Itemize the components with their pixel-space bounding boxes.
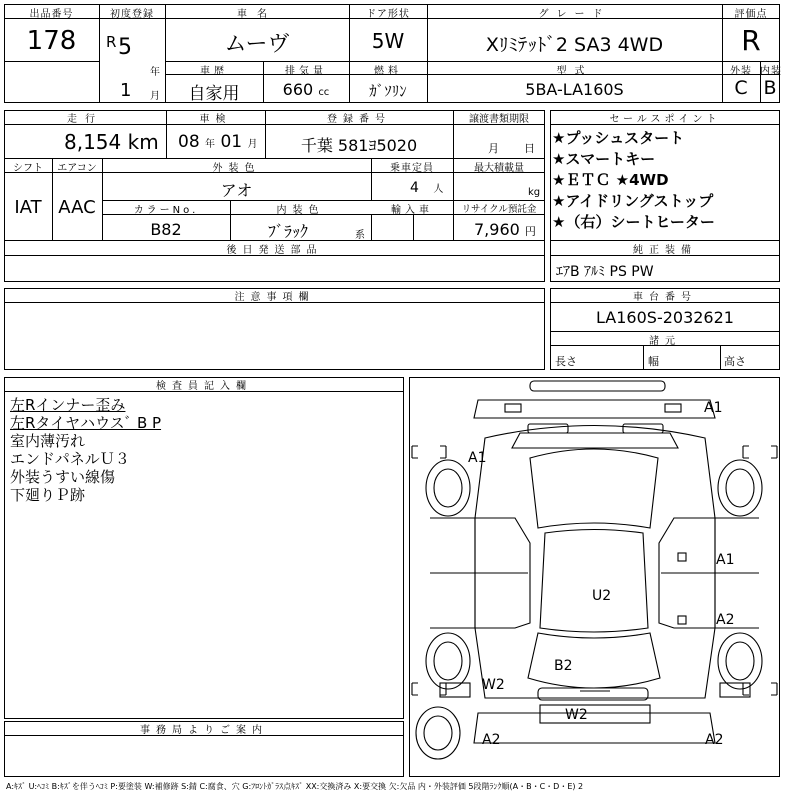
specs-label: 諸元 xyxy=(649,336,681,347)
damage-mark: A1 xyxy=(468,450,487,466)
color: アオ xyxy=(220,181,253,200)
office-label: 事務局よりご案内 xyxy=(140,725,268,736)
cc-unit: cc xyxy=(318,87,330,98)
spec-length-label: 長さ xyxy=(555,355,577,368)
model: 5BA-LA160S xyxy=(525,80,624,99)
damage-mark: A2 xyxy=(716,612,735,628)
ext-score: C xyxy=(734,77,748,99)
damage-mark: U2 xyxy=(592,588,612,604)
recycle-label: リサイクル預託金 xyxy=(461,204,537,215)
sales-point-item: ★（右）シートヒーター xyxy=(552,213,715,231)
history: 自家用 xyxy=(188,84,240,104)
cc-value: 660 xyxy=(282,80,314,99)
first-reg-month-unit: 月 xyxy=(150,91,160,102)
spec-height-label: 高さ xyxy=(724,355,746,368)
ac-label: エアコン xyxy=(57,163,97,174)
damage-mark: A2 xyxy=(705,732,724,748)
first-reg-year: 5 xyxy=(118,35,132,60)
inspection-month: 01 xyxy=(220,132,243,152)
inspector-notes xyxy=(10,396,161,504)
spec-width-label: 幅 xyxy=(648,355,659,368)
load-label: 最大積載量 xyxy=(474,163,524,174)
sales-point-item: ★スマートキー xyxy=(552,150,656,168)
car-name-label: 車名 xyxy=(237,9,277,20)
model-label: 型式 xyxy=(556,66,593,77)
fuel: ｶﾞｿﾘﾝ xyxy=(369,82,407,100)
later-parts-label: 後日発送部品 xyxy=(226,245,323,256)
int-label: 内装 xyxy=(760,66,782,77)
first-reg-label: 初度登録 xyxy=(110,9,154,20)
capacity xyxy=(410,180,443,196)
fuel-label: 燃料 xyxy=(374,66,402,77)
inspection-month-unit: 月 xyxy=(247,139,258,150)
capacity-value: 4 xyxy=(410,180,419,196)
sales-point-item: ★アイドリングストップ xyxy=(552,192,714,210)
load-unit: kg xyxy=(528,187,541,198)
transfer-day: 日 xyxy=(524,142,535,155)
shift: IAT xyxy=(14,197,42,218)
recycle-value: 7,960 xyxy=(474,220,520,239)
door-type: 5W xyxy=(371,29,405,53)
reg-number: 千葉 581ﾖ5020 xyxy=(300,136,418,155)
inspector-note: 室内薄汚れ xyxy=(10,432,86,450)
inspector-note: 左Rインナー歪み xyxy=(10,396,126,414)
legend: A:ｷｽﾞ U:ﾍｺﾐ B:ｷｽﾞを伴うﾍｺﾐ P:要塗装 W:補修跡 S:錆 C:腐食、穴 G:ﾌﾛﾝﾄｶﾞﾗｽ点ｷｽﾞ XX:交換済み X:要交換 欠:欠品 内・外装評価 5段階ﾗﾝｸ順(A・B・C・D・E) 2 xyxy=(6,782,584,791)
mileage xyxy=(64,130,159,154)
mileage-label: 走行 xyxy=(67,114,103,125)
int-score: B xyxy=(763,77,777,99)
ext-label: 外装 xyxy=(730,66,752,77)
recycle xyxy=(474,220,536,239)
sales-point-item: ★プッシュスタート xyxy=(552,129,685,147)
equipment: ｴｱB ｱﾙﾐ PS PW xyxy=(556,264,654,280)
intcolor: ﾌﾞﾗｯｸ xyxy=(268,222,309,241)
inspector-note: 下廻りＰ跡 xyxy=(10,486,86,504)
equipment-label: 純正装備 xyxy=(633,245,697,256)
first-reg-era: R xyxy=(106,33,117,51)
inspection-year-unit: 年 xyxy=(205,139,216,150)
lot-no-label: 出品番号 xyxy=(29,9,74,20)
grade: Xﾘﾐﾃｯﾄﾞ2 SA3 4WD xyxy=(485,34,664,56)
reg-label: 登録番号 xyxy=(327,114,391,125)
lot-no: 178 xyxy=(26,26,77,56)
caution-label: 注意事項欄 xyxy=(234,292,315,303)
intcolor-unit: 系 xyxy=(355,230,365,241)
cc xyxy=(263,80,349,99)
capacity-unit: 人 xyxy=(433,184,444,195)
shift-label: シフト xyxy=(13,163,43,174)
sales-point-list xyxy=(552,128,715,233)
import-label: 輸入車 xyxy=(391,205,433,216)
inspection-date xyxy=(178,132,258,152)
damage-mark: W2 xyxy=(565,707,588,723)
score-label: 評価点 xyxy=(734,9,768,20)
inspector-note: 左Rタイヤハウスﾞ B P xyxy=(10,414,162,432)
colorno-label: カラーNo. xyxy=(133,205,199,216)
sales-point-label: セールスポイント xyxy=(609,114,721,125)
grade-label: グレード xyxy=(538,9,611,20)
history-label: 車歴 xyxy=(200,66,228,77)
damage-mark: B2 xyxy=(554,658,573,674)
car-diagram xyxy=(409,377,780,777)
colorno: B82 xyxy=(150,220,182,239)
first-reg-year-unit: 年 xyxy=(150,67,160,78)
car-name: ムーヴ xyxy=(224,32,290,57)
mileage-value: 8,154 xyxy=(64,130,122,154)
capacity-label: 乗車定員 xyxy=(390,163,434,174)
damage-mark: W2 xyxy=(482,677,505,693)
color-label: 外装色 xyxy=(212,163,261,174)
recycle-unit: 円 xyxy=(524,225,536,238)
intcolor-label: 内装色 xyxy=(276,205,325,216)
transfer-month: 月 xyxy=(488,142,499,155)
door-label: ドア形状 xyxy=(366,9,410,20)
inspector-note: 外装うすい線傷 xyxy=(10,468,116,486)
inspection-year: 08 xyxy=(178,132,200,152)
score: R xyxy=(741,24,761,57)
chassis-label: 車台番号 xyxy=(633,292,697,303)
inspection-label: 車検 xyxy=(199,114,232,125)
transfer-label: 譲渡書類期限 xyxy=(469,114,529,125)
sales-point-item: ★ＥＴＣ ★4WD xyxy=(552,171,669,189)
cc-label: 排気量 xyxy=(285,66,327,77)
damage-mark: A2 xyxy=(482,732,501,748)
first-reg-month: 1 xyxy=(120,80,132,101)
damage-mark: A1 xyxy=(704,400,723,416)
inspector-label: 検査員記入欄 xyxy=(156,381,252,392)
mileage-unit: km xyxy=(127,130,159,154)
damage-mark: A1 xyxy=(716,552,735,568)
ac: AAC xyxy=(58,197,96,218)
inspector-note: エンドパネルＵ３ xyxy=(10,450,130,468)
chassis-number: LA160S-2032621 xyxy=(596,308,734,327)
